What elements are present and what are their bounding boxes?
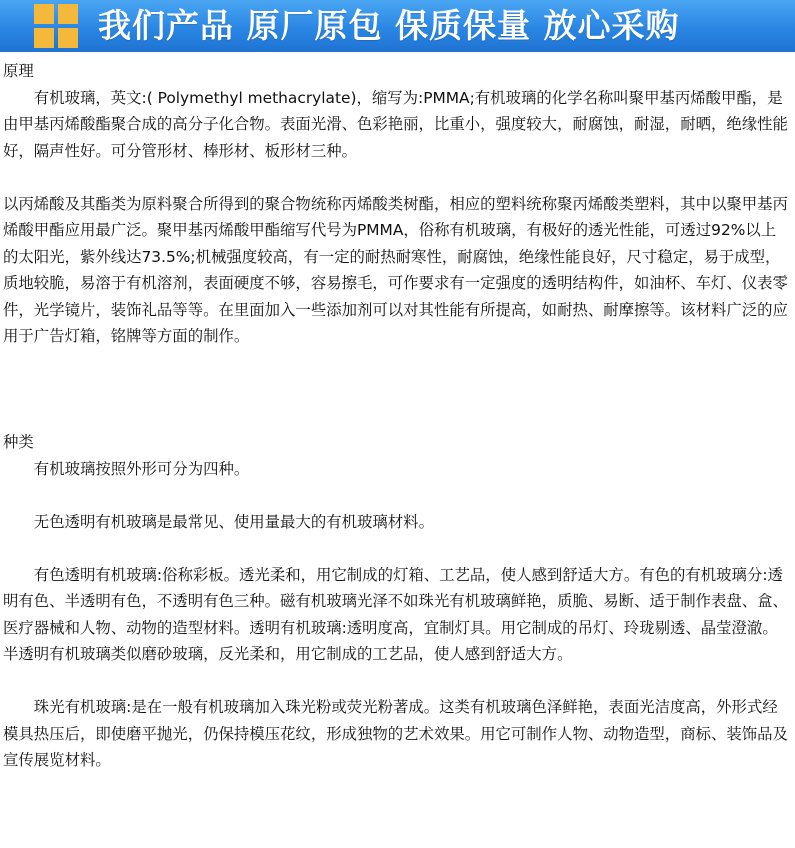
logo-square [34, 28, 54, 48]
spacer [3, 350, 791, 377]
banner-slogan: 我们产品 原厂原包 保质保量 放心采购 [98, 6, 680, 45]
paragraph: 有机玻璃，英文:( Polymethyl methacrylate)，缩写为:PMMA;有机玻璃的化学名称叫聚甲基丙烯酸甲酯，是由甲基丙烯酸酯聚合成的高分子化合物。表面光滑、色彩艳丽，比重小，强度较大，耐腐蚀，耐湿，耐晒，绝缘性能好，隔声性好。可分管形材、棒形材、板形材三种。 [3, 88, 788, 160]
spacer [3, 535, 791, 562]
spacer [3, 482, 791, 509]
spacer [3, 403, 791, 430]
logo-square [34, 4, 54, 24]
paragraph: 以丙烯酸及其酯类为原料聚合所得到的聚合物统称丙烯酸类树酯，相应的塑料统称聚丙烯酸类塑料，其中以聚甲基丙烯酸甲酯应用最广泛。聚甲基丙烯酸甲酯缩写代号为PMMA，俗称有机玻璃，有极好的透光性能，可透过92%以上的太阳光，紫外线达73.5%;机械强度较高，有一定的耐热耐寒性，耐腐蚀，绝缘性能良好，尺寸稳定，易于成型，质地较脆，易溶于有机溶剂，表面硬度不够，容易擦毛，可作要求有一定强度的透明结构件，如油杯、车灯、仪表零件，光学镜片，装饰礼品等等。在里面加入一些添加剂可以对其性能有所提高，如耐热、耐摩擦等。该材料广泛的应用于广告灯箱，铭牌等方面的制作。 [3, 194, 788, 345]
spacer [3, 668, 791, 695]
top-banner [0, 0, 795, 52]
section-heading-principle: 原理 [3, 62, 34, 80]
article-body [3, 58, 791, 774]
paragraph: 珠光有机玻璃:是在一般有机玻璃加入珠光粉或荧光粉著成。这类有机玻璃色泽鲜艳，表面光洁度高，外形式经模具热压后，即使磨平抛光，仍保持模压花纹，形成独物的艺术效果。用它可制作人物、动物造型，商标、装饰品及宣传展览材料。 [3, 698, 788, 769]
windows-style-grid-icon [34, 4, 78, 48]
spacer [3, 164, 791, 191]
logo-square [58, 4, 78, 24]
section-heading-types: 种类 [3, 433, 34, 451]
logo-square [58, 28, 78, 48]
paragraph: 有机玻璃按照外形可分为四种。 [33, 459, 250, 478]
spacer [3, 376, 791, 403]
paragraph: 有色透明有机玻璃:俗称彩板。透光柔和，用它制成的灯箱、工艺品，使人感到舒适大方。有色的有机玻璃分:透明有色、半透明有色，不透明有色三种。磁有机玻璃光泽不如珠光有机玻璃鲜艳，质脆、易断、适于制作表盘、盒、医疗器械和人物、动物的造型材料。透明有机玻璃:透明度高，宜制灯具。用它制成的吊灯、玲珑剔透、晶莹澄澈。半透明有机玻璃类似磨砂玻璃，反光柔和，用它制成的工艺品，使人感到舒适大方。 [3, 565, 788, 663]
paragraph: 无色透明有机玻璃是最常见、使用量最大的有机玻璃材料。 [33, 512, 434, 531]
